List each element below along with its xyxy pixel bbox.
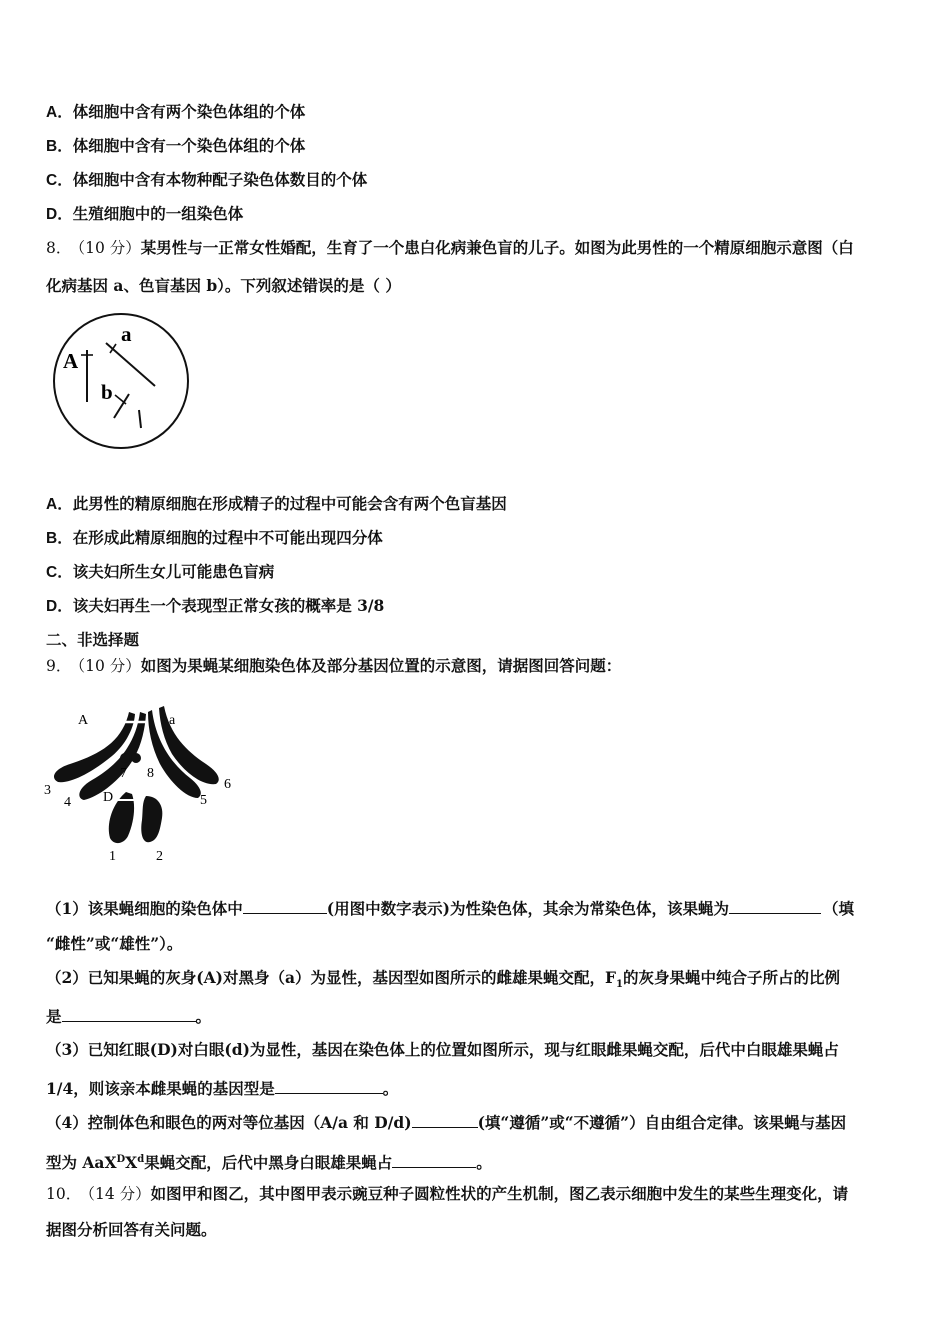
q7-option-c: C．体细胞中含有本物种配子染色体数目的个体: [46, 170, 368, 189]
label-1: 1: [109, 849, 116, 864]
q8-option-d: D．该夫妇再生一个表现型正常女孩的概率是 3/8: [46, 596, 385, 615]
q9-stem: 9． （10 分）如图为果蝇某细胞染色体及部分基因位置的示意图，请据图回答问题：: [46, 656, 622, 675]
label-3: 3: [44, 783, 51, 798]
q7-option-d: D．生殖细胞中的一组染色体: [46, 204, 244, 223]
q8-number: 8．: [46, 239, 72, 257]
q9-part2-line2: 是 。: [46, 1007, 212, 1026]
q8-option-b: B．在形成此精原细胞的过程中不可能出现四分体: [46, 528, 383, 547]
label-7: 7: [120, 766, 127, 781]
q8-option-a: A．此男性的精原细胞在形成精子的过程中可能会含有两个色盲基因: [46, 494, 507, 513]
label-5: 5: [200, 793, 207, 808]
q10-stem-line1: 10． （14 分）如图甲和图乙，其中图甲表示豌豆种子圆粒性状的产生机制，图乙表示细胞中发生的某些生理变化，请: [46, 1184, 849, 1203]
centromere-b: [115, 395, 126, 404]
answer-blank[interactable]: [275, 1078, 383, 1094]
label-D: D: [103, 790, 114, 805]
label-a: a: [121, 322, 132, 346]
label-4: 4: [64, 795, 71, 810]
q9-chromosome-figure: [40, 692, 240, 870]
chromosome-y: [139, 410, 141, 428]
q9-part2-line1: （2）已知果蝇的灰身(A)对黑身（a）为显性，基因型如图所示的雌雄果蝇交配，$F_1$的灰身果蝇中纯合子所占的比例: [46, 968, 841, 991]
answer-blank[interactable]: [729, 898, 821, 914]
q10-stem-line2: 据图分析回答有关问题。: [46, 1220, 217, 1239]
answer-blank[interactable]: [62, 1006, 196, 1022]
section-title: 二、非选择题: [46, 630, 140, 649]
q9-score: （10 分）: [77, 657, 141, 675]
q9-part4-line1: （4）控制体色和眼色的两对等位基因（A/a 和 D/d) (填“遵循”或“不遵循”）自由组合定律。该果蝇与基因: [46, 1113, 847, 1132]
q8-stem-line2: 化病基因 a、色盲基因 b）。下列叙述错误的是（ ）: [46, 276, 401, 295]
answer-blank[interactable]: [243, 898, 327, 914]
label-b: b: [101, 380, 113, 404]
q9-part4-line2: 型为 $AaX^DX^d$果蝇交配，后代中黑身白眼雄果蝇占 。: [46, 1153, 492, 1173]
q8-stem-line1: 8． （10 分）某男性与一正常女性婚配，生育了一个患白化病兼色盲的儿子。如图为此男性的一个精原细胞示意图（白: [46, 238, 854, 257]
q9-part3-line2: 1/4，则该亲本雌果蝇的基因型是 。: [46, 1079, 399, 1098]
chromosome-8: [131, 753, 141, 763]
chromosome-b: [114, 394, 129, 418]
label-6: 6: [224, 777, 231, 792]
q9-part1-line2: “雌性”或“雄性”）。: [46, 934, 183, 953]
q8-score: （10 分）: [77, 239, 141, 257]
q7-option-a: A．体细胞中含有两个染色体组的个体: [46, 102, 306, 121]
q9-part3-line1: （3）已知红眼(D)对白眼(d)为显性，基因在染色体上的位置如图所示，现与红眼雌果蝇交配，后代中白眼雄果蝇占: [46, 1040, 839, 1059]
label-A: A: [78, 713, 89, 728]
chromosome-a: [106, 343, 155, 386]
q10-score: （14 分）: [87, 1185, 151, 1203]
chromosome-7: [120, 753, 130, 763]
chromosome-2: [141, 796, 162, 842]
q8-cell-figure: [50, 310, 195, 455]
q8-option-c: C．该夫妇所生女儿可能患色盲病: [46, 562, 275, 581]
label-2: 2: [156, 849, 163, 864]
label-A: A: [63, 349, 79, 373]
q7-option-b: B．体细胞中含有一个染色体组的个体: [46, 136, 306, 155]
label-a: a: [169, 713, 176, 728]
label-8: 8: [147, 766, 154, 781]
answer-blank[interactable]: [412, 1112, 478, 1128]
answer-blank[interactable]: [392, 1152, 476, 1168]
q10-number: 10．: [46, 1185, 82, 1203]
q9-part1-line1: （1）该果蝇细胞的染色体中 (用图中数字表示)为性染色体，其余为常染色体，该果蝇为 （填: [46, 899, 854, 918]
q9-number: 9．: [46, 657, 72, 675]
